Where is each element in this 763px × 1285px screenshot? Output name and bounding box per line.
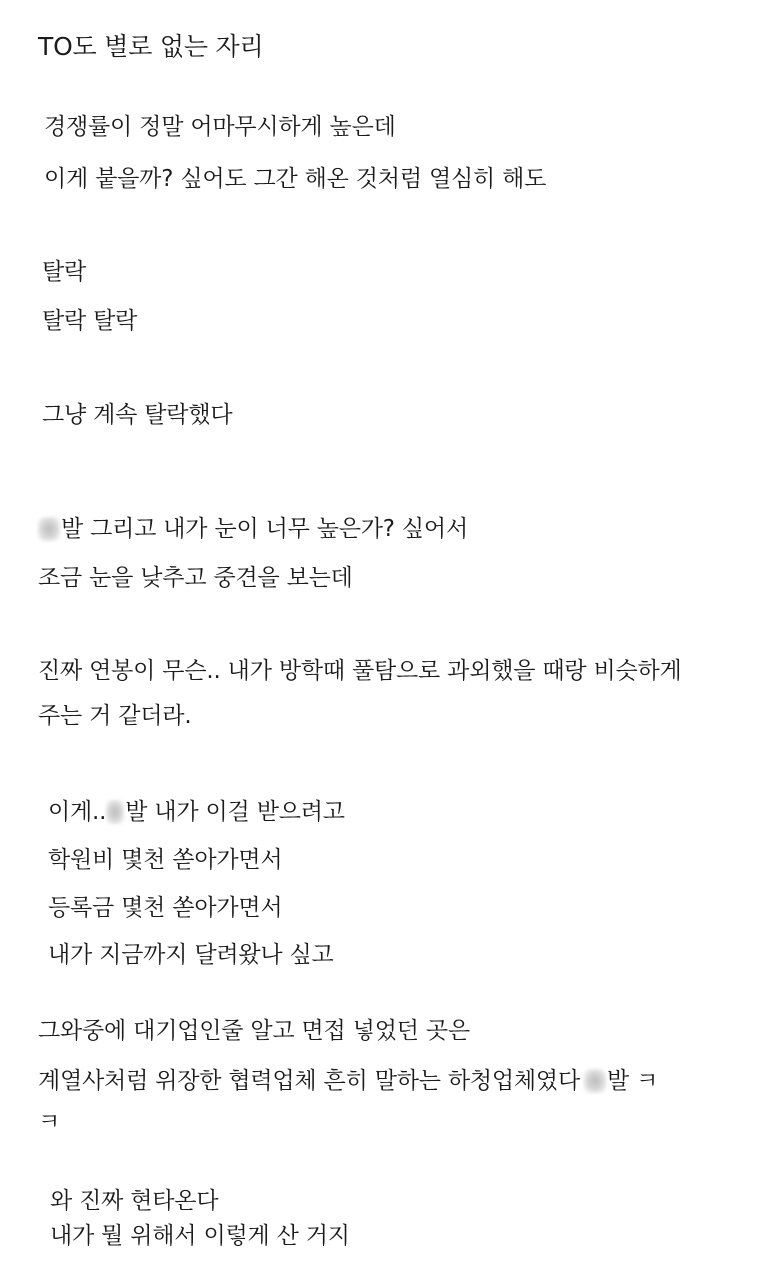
text-line: 그와중에 대기업인줄 알고 면접 넣었던 곳은 [38,1018,470,1044]
text-line: ㅋ [38,1109,61,1135]
text-line: 경쟁률이 정말 어마무시하게 높은데 [44,114,396,140]
text-segment: 이게.. [48,799,107,825]
text-line [48,797,345,827]
text-line: 이게 붙을까? 싶어도 그간 해온 것처럼 열심히 해도 [44,166,547,192]
text-line [38,514,468,544]
text-line: 와 진짜 현타온다 [50,1188,219,1214]
text-line: 진짜 연봉이 무슨.. 내가 방학때 풀탐으로 과외했을 때랑 비슷하게 [38,658,682,684]
censor-blur [584,1069,606,1093]
censor-blur [38,517,60,541]
text-line: 그냥 계속 탈락했다 [42,402,233,428]
text-segment: 발 그리고 내가 눈이 너무 높은가? 싶어서 [61,516,468,542]
text-line: 내가 뭘 위해서 이렇게 산 거지 [50,1223,350,1249]
text-line: 등록금 몇천 쏟아가면서 [48,895,283,921]
text-line: 탈락 [42,259,87,285]
text-segment: 발 ㅋ [606,1068,659,1094]
text-line: 탈락 탈락 [42,308,138,334]
text-line: 내가 지금까지 달려왔나 싶고 [48,942,334,968]
censor-blur [106,800,124,824]
text-segment: 발 내가 이걸 받으려고 [125,799,345,825]
post-title: TO도 별로 없는 자리 [38,32,264,61]
text-line: 학원비 몇천 쏟아가면서 [48,847,283,873]
text-line: 조금 눈을 낮추고 중견을 보는데 [38,565,353,591]
text-line [38,1066,658,1096]
text-segment: 계열사처럼 위장한 협력업체 흔히 말하는 하청업체였다 [38,1068,580,1094]
text-line: 주는 거 같더라. [38,703,192,729]
